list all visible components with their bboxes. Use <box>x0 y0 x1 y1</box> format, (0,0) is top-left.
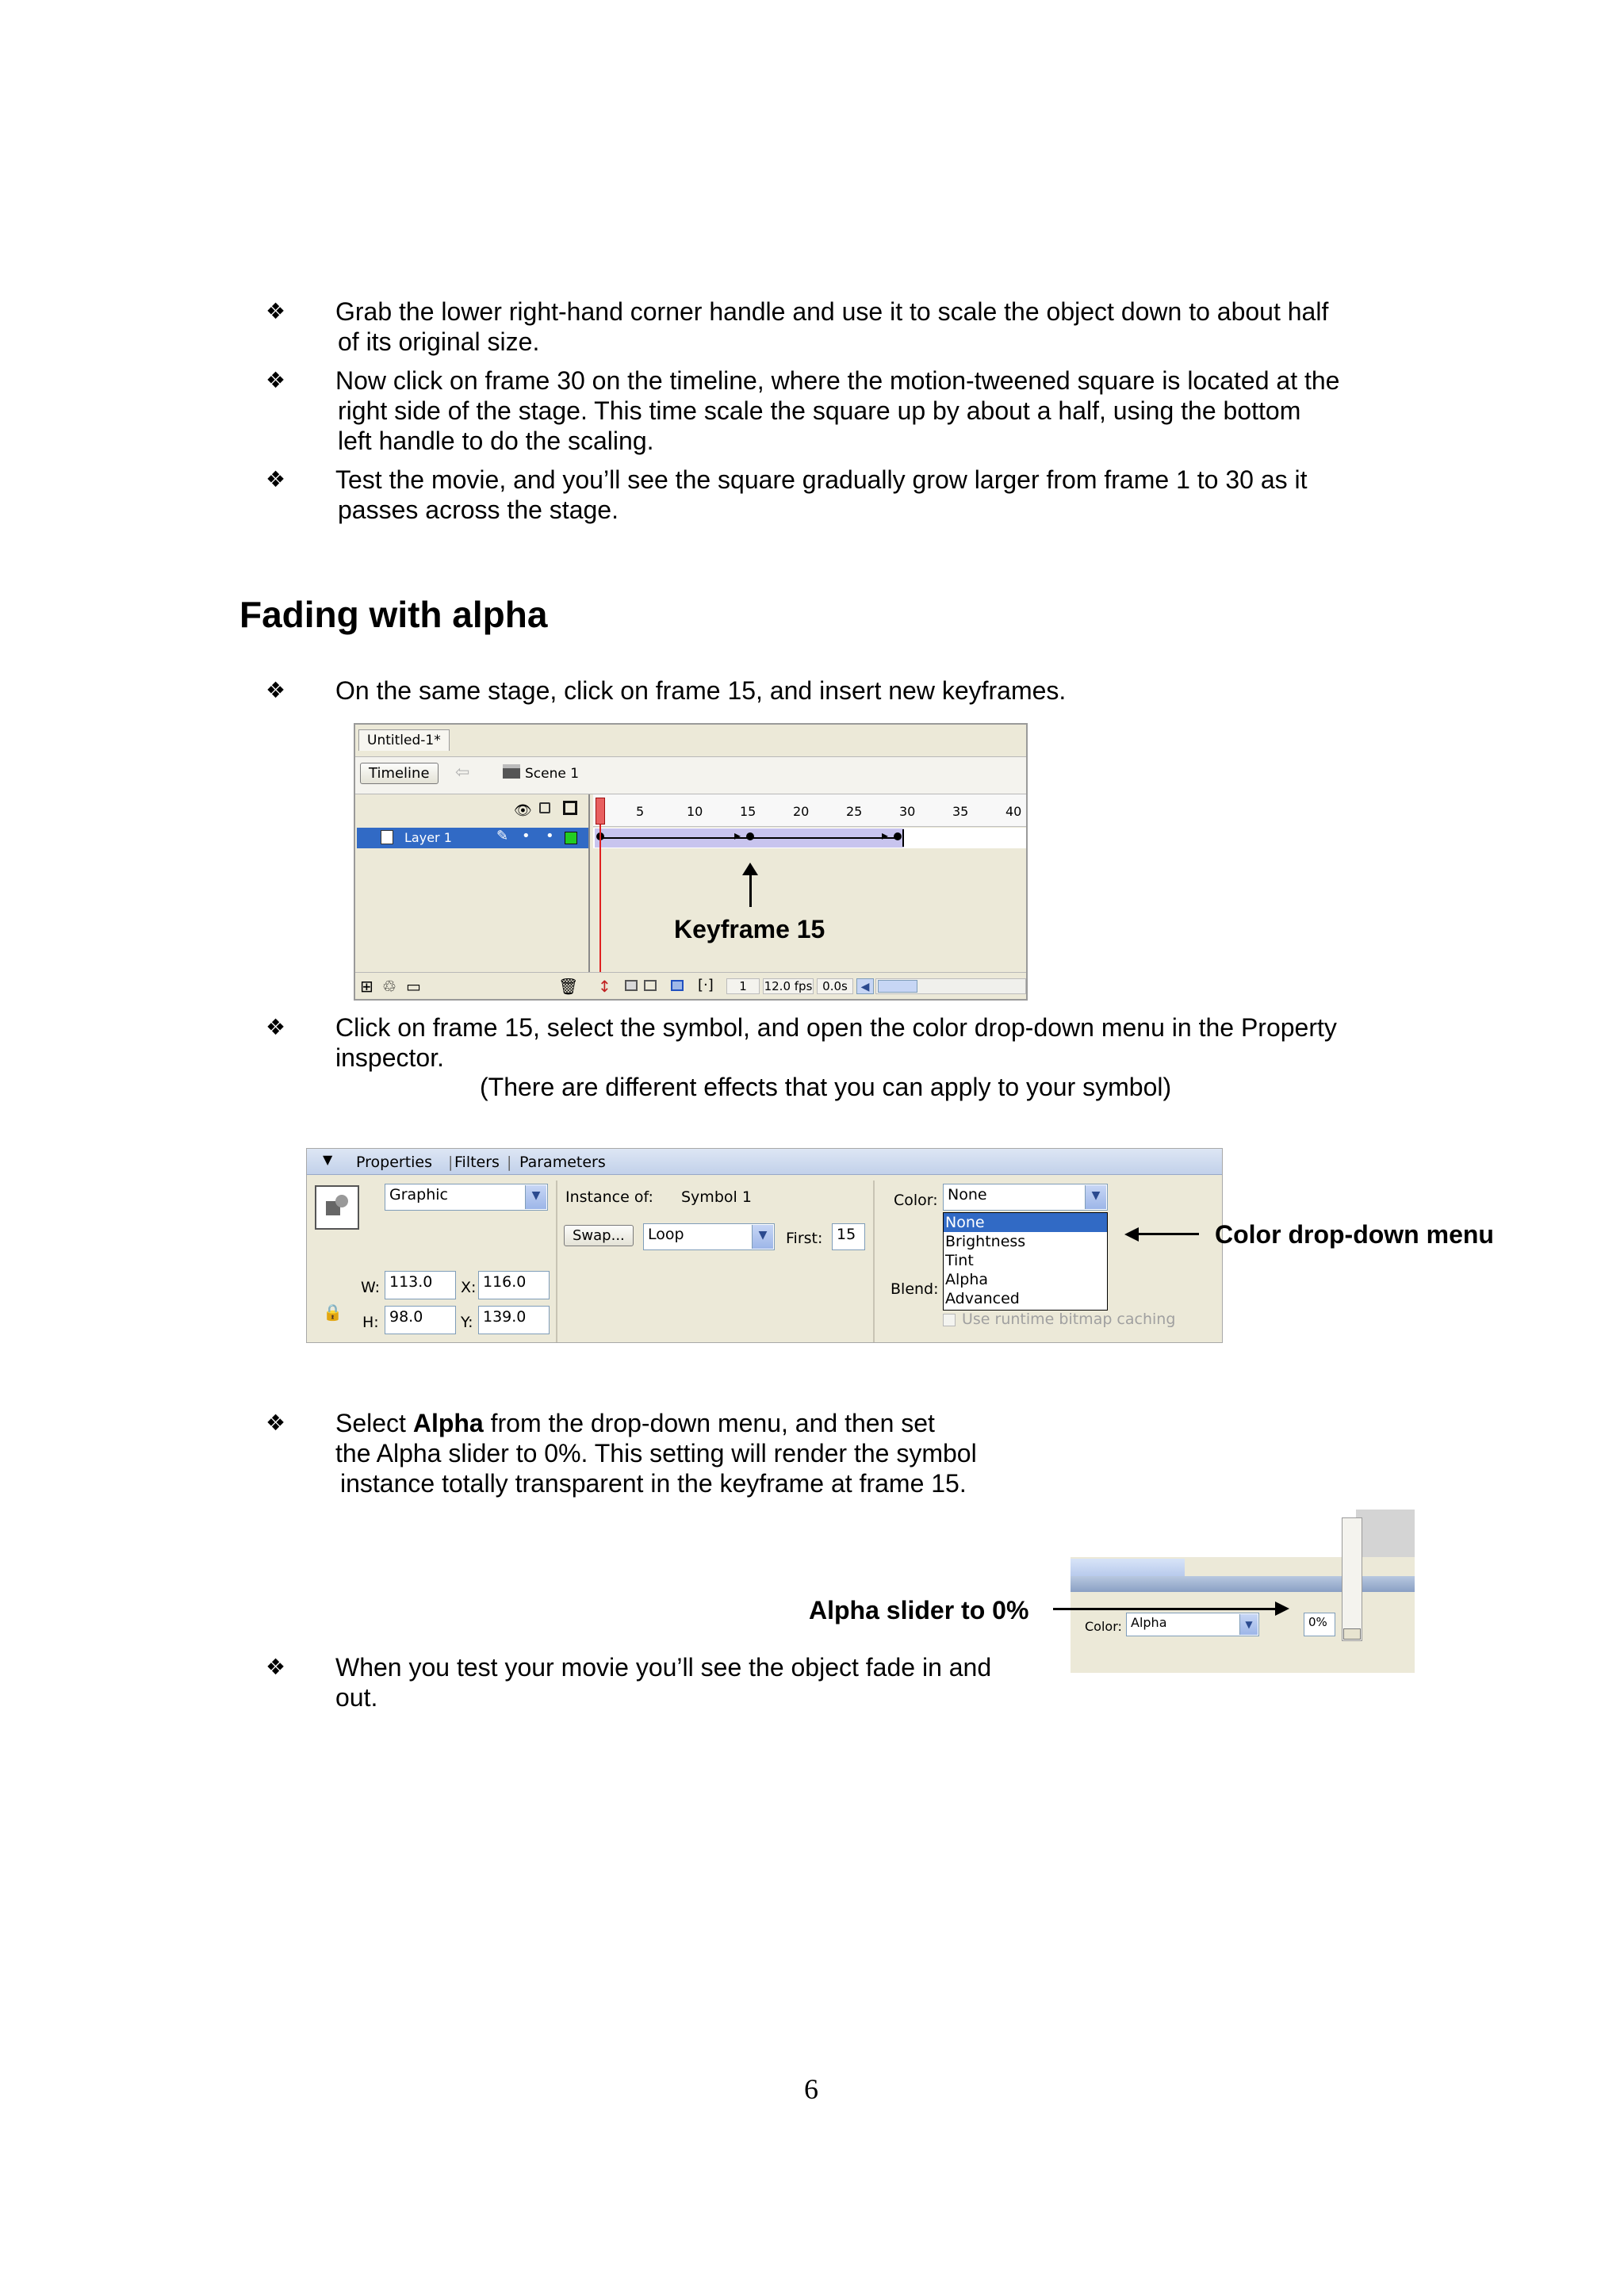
timeline-screenshot <box>354 723 1028 1001</box>
bullet-diamond-icon: ❖ <box>266 367 286 393</box>
playhead[interactable] <box>596 798 605 825</box>
bullet-text: instance totally transparent in the keyframe at frame 15. <box>340 1469 967 1498</box>
keyframe-dot-icon[interactable] <box>746 832 754 840</box>
color-option[interactable]: Advanced <box>945 1290 1020 1307</box>
alpha-percent-field[interactable]: 0% <box>1304 1613 1335 1636</box>
bullet-diamond-icon: ❖ <box>266 466 286 492</box>
blend-label: Blend: <box>891 1280 939 1298</box>
bullet-text: the Alpha slider to 0%. This setting will render the symbol <box>335 1439 977 1468</box>
loop-dropdown[interactable]: Loop ▼ <box>643 1223 775 1250</box>
color-option[interactable]: Brightness <box>945 1233 1026 1250</box>
chevron-down-icon: ▼ <box>1085 1185 1106 1209</box>
bullet-diamond-icon: ❖ <box>266 1410 286 1436</box>
h-label: H: <box>362 1314 379 1331</box>
property-inspector-screenshot: ▼ Properties | Filters | Parameters Graphic ▼ Instance of: Symbol 1 Swap... Loop ▼ First: 15 Color: None ▼ None Brightness Tint Alpha Advanced Blend: Use runtime bitmap caching 🔒 W: 113.0 X: 116.0 H: 98.0 Y: 139.0 <box>306 1148 1223 1343</box>
fps-readout[interactable]: 12.0 fps <box>764 979 813 993</box>
chevron-down-icon: ▼ <box>1239 1614 1258 1635</box>
first-frame-field[interactable]: 15 <box>832 1223 865 1250</box>
layer-page-icon <box>381 830 393 844</box>
color-option[interactable]: Alpha <box>945 1271 989 1288</box>
eye-icon[interactable]: 👁 <box>514 802 532 819</box>
bullet-text: Grab the lower right-hand corner handle and use it to scale the object down to about half <box>335 297 1329 326</box>
lock-icon[interactable] <box>539 802 550 813</box>
visibility-dot-icon[interactable]: • <box>522 828 530 844</box>
alpha-slider-thumb[interactable] <box>1343 1628 1361 1640</box>
width-field[interactable]: 113.0 <box>385 1271 456 1299</box>
bullet-diamond-icon: ❖ <box>266 1654 286 1680</box>
ruler-label: 15 <box>740 804 756 819</box>
arrow-left-icon <box>1124 1227 1139 1242</box>
scroll-thumb[interactable] <box>878 980 917 993</box>
panel-collapse-icon[interactable]: ▼ <box>323 1152 333 1167</box>
y-label: Y: <box>461 1314 473 1331</box>
bullet-text: left handle to do the scaling. <box>338 427 654 455</box>
lock-dot-icon[interactable]: • <box>546 828 554 844</box>
keyframe-callout: Keyframe 15 <box>674 915 825 943</box>
layer-name: Layer 1 <box>404 830 452 845</box>
bullet-diamond-icon: ❖ <box>266 298 286 324</box>
page-number: 6 <box>804 2073 818 2105</box>
current-frame-readout: 1 <box>726 978 760 994</box>
ruler-label: 25 <box>846 804 863 819</box>
layer-color-square-icon[interactable] <box>565 832 577 844</box>
color-dropdown-list[interactable] <box>943 1212 1108 1311</box>
scroll-left-icon[interactable]: ◀ <box>856 978 874 994</box>
add-motion-guide-icon[interactable]: ♲ <box>382 977 396 996</box>
alpha-slider-callout: Alpha slider to 0% <box>809 1596 1029 1624</box>
bullet-text: When you test your movie you’ll see the object fade in and <box>335 1653 992 1682</box>
elapsed-readout: 0.0s <box>817 978 853 994</box>
y-field[interactable]: 139.0 <box>478 1306 550 1334</box>
symbol-type-dropdown[interactable]: Graphic ▼ <box>385 1184 548 1211</box>
bullet-text: passes across the stage. <box>338 496 619 524</box>
tab-filters[interactable]: Filters <box>454 1154 500 1171</box>
pencil-icon: ✎ <box>496 828 509 844</box>
onion-skin-icon[interactable] <box>625 980 638 991</box>
bullet-item <box>266 297 1329 357</box>
bullet-text: from the drop-down menu, and then set <box>483 1409 935 1437</box>
arrow-right-icon <box>1275 1601 1289 1616</box>
bullet-text: Click on frame 15, select the symbol, and open the color drop-down menu in the Property <box>335 1013 1337 1042</box>
lock-icon[interactable]: 🔒 <box>323 1303 343 1322</box>
scene-clapper-icon <box>503 764 520 779</box>
alpha-slider-track[interactable] <box>1342 1517 1362 1641</box>
alpha-color-dropdown[interactable]: Alpha ▼ <box>1126 1613 1259 1636</box>
color-menu-callout: Color drop-down menu <box>1215 1220 1494 1249</box>
bullet-text: of its original size. <box>338 327 540 356</box>
onion-outline-icon[interactable] <box>644 980 657 991</box>
bullet-item <box>266 365 1340 456</box>
add-folder-icon[interactable]: ▭ <box>406 977 421 996</box>
timeline-button[interactable]: Timeline <box>360 763 439 784</box>
bullet-item <box>266 1408 977 1498</box>
x-label: X: <box>461 1279 477 1296</box>
horizontal-scrollbar[interactable] <box>875 978 1026 994</box>
tween-end-marker <box>902 829 904 847</box>
bitmap-caching-label: Use runtime bitmap caching <box>962 1311 1176 1328</box>
bullet-bold-text: Alpha <box>412 1409 484 1437</box>
height-field[interactable]: 98.0 <box>385 1306 456 1334</box>
bullet-text: Now click on frame 30 on the timeline, where the motion-tweened square is located at the <box>335 366 1340 395</box>
onion-markers-icon[interactable]: [·] <box>698 977 714 993</box>
bullet-item <box>266 465 1308 525</box>
tab-properties[interactable]: Properties <box>356 1154 433 1171</box>
ruler-label: 5 <box>636 804 645 819</box>
layer-row[interactable] <box>357 828 588 848</box>
color-option[interactable]: None <box>944 1213 1107 1232</box>
alpha-panel-screenshot <box>1071 1510 1415 1673</box>
chevron-down-icon: ▼ <box>752 1225 773 1249</box>
center-frame-icon[interactable]: ↕ <box>598 977 611 996</box>
back-arrow-icon[interactable]: ⇦ <box>455 763 470 783</box>
symbol-type-icon <box>315 1185 359 1230</box>
bullet-diamond-icon: ❖ <box>266 1014 286 1040</box>
color-label: Color: <box>894 1192 938 1209</box>
bullet-diamond-icon: ❖ <box>266 677 286 703</box>
x-field[interactable]: 116.0 <box>478 1271 550 1299</box>
ruler-label: 35 <box>952 804 969 819</box>
section-title: Fading with alpha <box>239 594 548 635</box>
add-layer-icon[interactable]: ⊞ <box>360 977 373 996</box>
bullet-text: right side of the stage. This time scale the square up by about a half, using the bottom <box>338 396 1301 425</box>
color-option[interactable]: Tint <box>945 1252 974 1269</box>
keyframe-dot-icon[interactable] <box>894 832 902 840</box>
color-dropdown[interactable]: None ▼ <box>943 1184 1108 1211</box>
ruler-label: 40 <box>1005 804 1022 819</box>
delete-layer-icon[interactable]: 🗑 <box>558 977 579 996</box>
chevron-down-icon: ▼ <box>525 1185 546 1209</box>
bullet-item <box>266 1012 1337 1073</box>
instance-name: Symbol 1 <box>681 1188 752 1206</box>
swap-button[interactable]: Swap... <box>564 1225 634 1246</box>
bullet-text: Test the movie, and you’ll see the square gradually grow larger from frame 1 to 30 as it <box>335 465 1308 494</box>
scene-label[interactable]: Scene 1 <box>525 766 580 782</box>
tween-arrow-icon: ▸ <box>734 828 741 843</box>
ruler-label: 30 <box>899 804 916 819</box>
bullet-text: inspector. <box>335 1043 444 1072</box>
bullet-text: out. <box>335 1683 378 1712</box>
bullet-item <box>266 675 1067 706</box>
bullet-item <box>266 1652 992 1712</box>
tab-parameters[interactable]: Parameters <box>519 1154 606 1171</box>
effects-note: (There are different effects that you can apply to your symbol) <box>480 1073 1172 1101</box>
edit-multiple-frames-icon[interactable] <box>671 980 684 991</box>
alpha-color-label: Color: <box>1085 1619 1122 1634</box>
bitmap-caching-checkbox[interactable] <box>943 1314 956 1326</box>
instance-of-label: Instance of: <box>565 1188 653 1206</box>
first-label: First: <box>786 1230 823 1247</box>
ruler-label: 10 <box>687 804 703 819</box>
bullet-text: On the same stage, click on frame 15, and insert new keyframes. <box>335 676 1067 705</box>
document-tab[interactable]: Untitled-1* <box>358 729 450 751</box>
ruler-label: 20 <box>793 804 810 819</box>
w-label: W: <box>361 1279 381 1296</box>
tween-arrow-icon: ▸ <box>882 828 889 843</box>
bullet-text: Select <box>335 1409 413 1437</box>
outline-icon[interactable] <box>563 801 577 815</box>
